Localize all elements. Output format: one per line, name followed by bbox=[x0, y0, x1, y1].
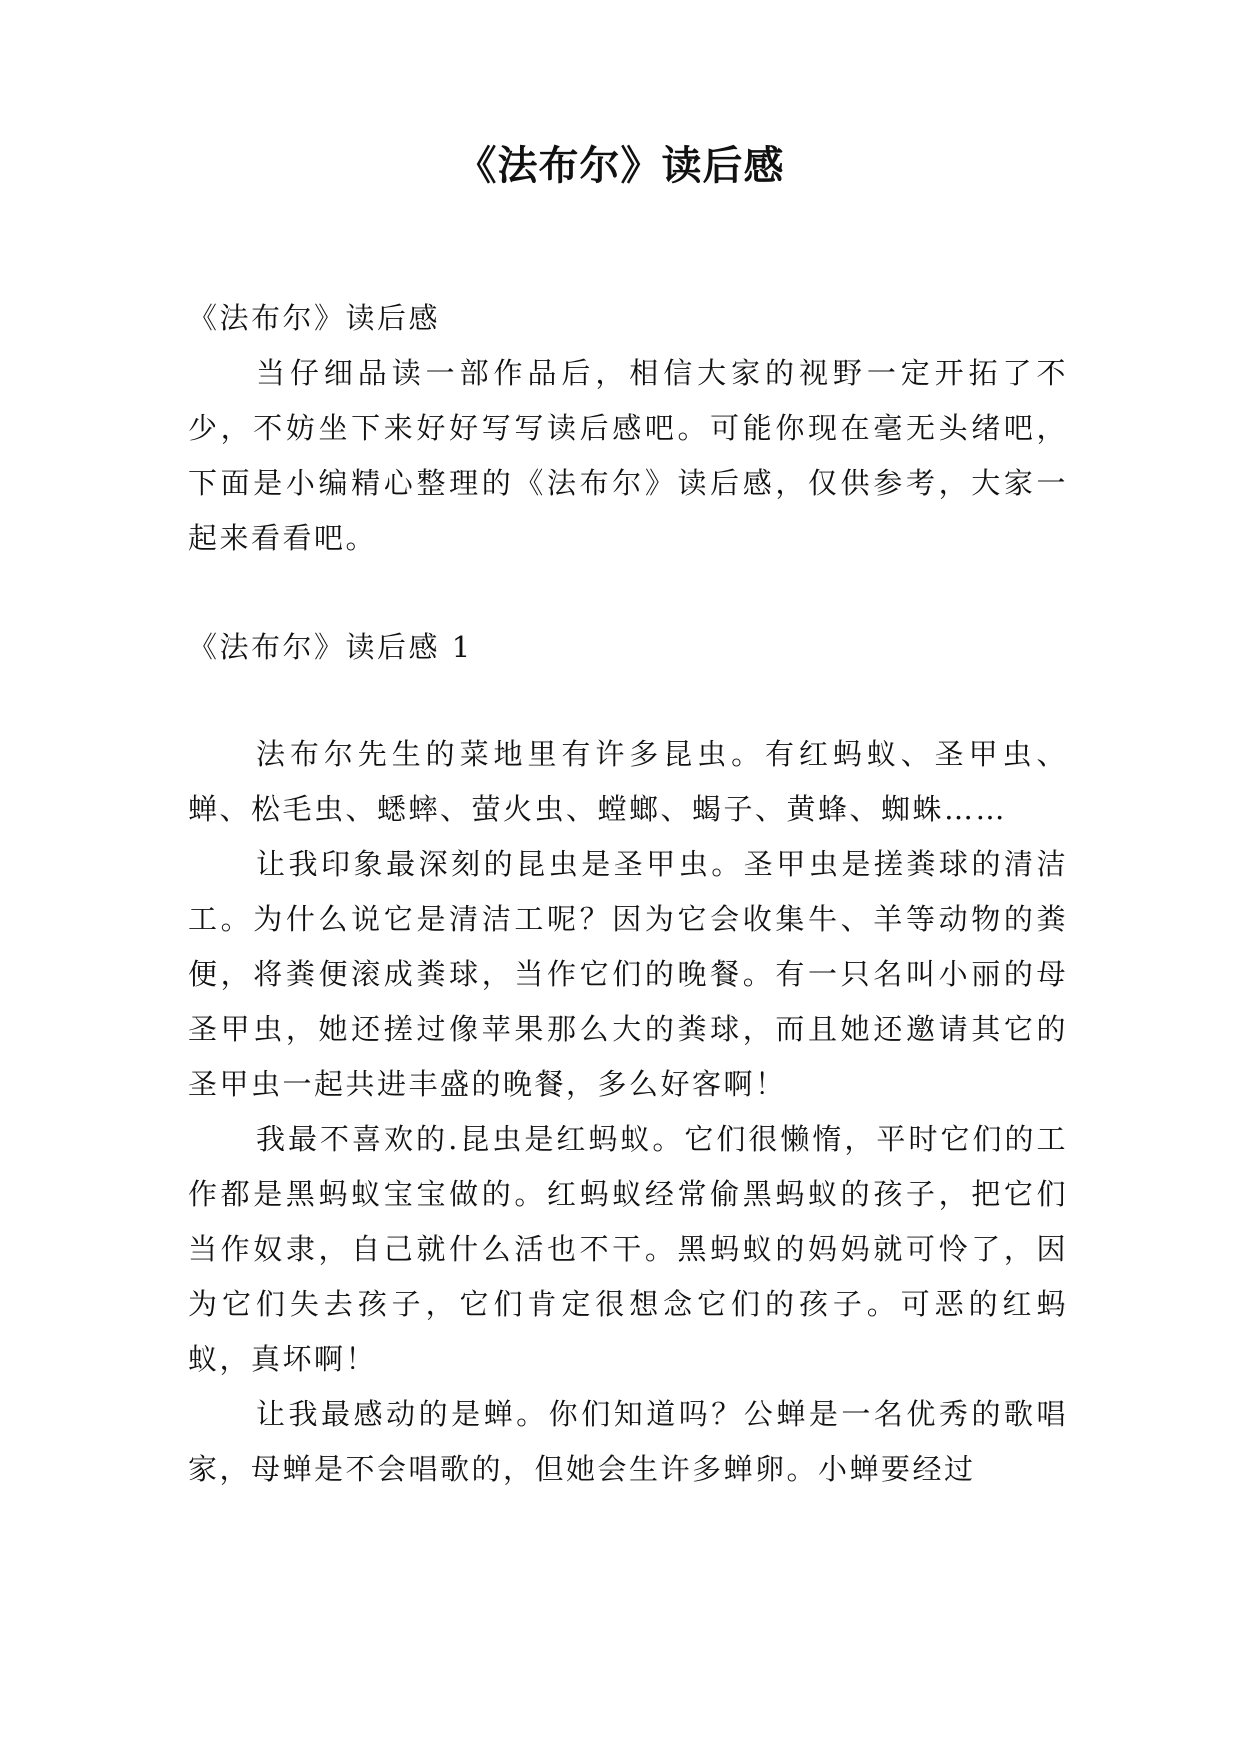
document-body bbox=[188, 291, 1068, 1497]
body-paragraph: 让我印象最深刻的昆虫是圣甲虫。圣甲虫是搓粪球的清洁工。为什么说它是清洁工呢？因为它会收集牛、羊等动物的粪便，将粪便滚成粪球，当作它们的晚餐。有一只名叫小丽的母圣甲虫，她还搓过像苹果那么大的粪球，而且她还邀请其它的圣甲虫一起共进丰盛的晚餐，多么好客啊！ bbox=[188, 847, 1068, 1101]
intro-heading: 《法布尔》读后感 bbox=[188, 301, 441, 335]
intro-paragraph: 当仔细品读一部作品后，相信大家的视野一定开拓了不少，不妨坐下来好好写写读后感吧。可能你现在毫无头绪吧，下面是小编精心整理的《法布尔》读后感，仅供参考，大家一起来看看吧。 bbox=[188, 356, 1068, 555]
section-spacer bbox=[188, 566, 1068, 620]
page-title: 《法布尔》读后感 bbox=[456, 142, 785, 189]
body-paragraph: 法布尔先生的菜地里有许多昆虫。有红蚂蚁、圣甲虫、蝉、松毛虫、蟋蟀、萤火虫、螳螂、蝎子、黄蜂、蜘蛛…… bbox=[188, 737, 1068, 826]
section-spacer bbox=[188, 675, 1068, 727]
body-paragraph: 让我最感动的是蝉。你们知道吗？公蝉是一名优秀的歌唱家，母蝉是不会唱歌的，但她会生许多蝉卵。小蝉要经过 bbox=[188, 1397, 1068, 1486]
body-paragraph: 我最不喜欢的.昆虫是红蚂蚁。它们很懒惰，平时它们的工作都是黑蚂蚁宝宝做的。红蚂蚁经常偷黑蚂蚁的孩子，把它们当作奴隶，自己就什么活也不干。黑蚂蚁的妈妈就可怜了，因为它们失去孩子，它们肯定很想念它们的孩子。可恶的红蚂蚁，真坏啊！ bbox=[188, 1122, 1068, 1376]
section-heading: 《法布尔》读后感 1 bbox=[188, 630, 473, 664]
